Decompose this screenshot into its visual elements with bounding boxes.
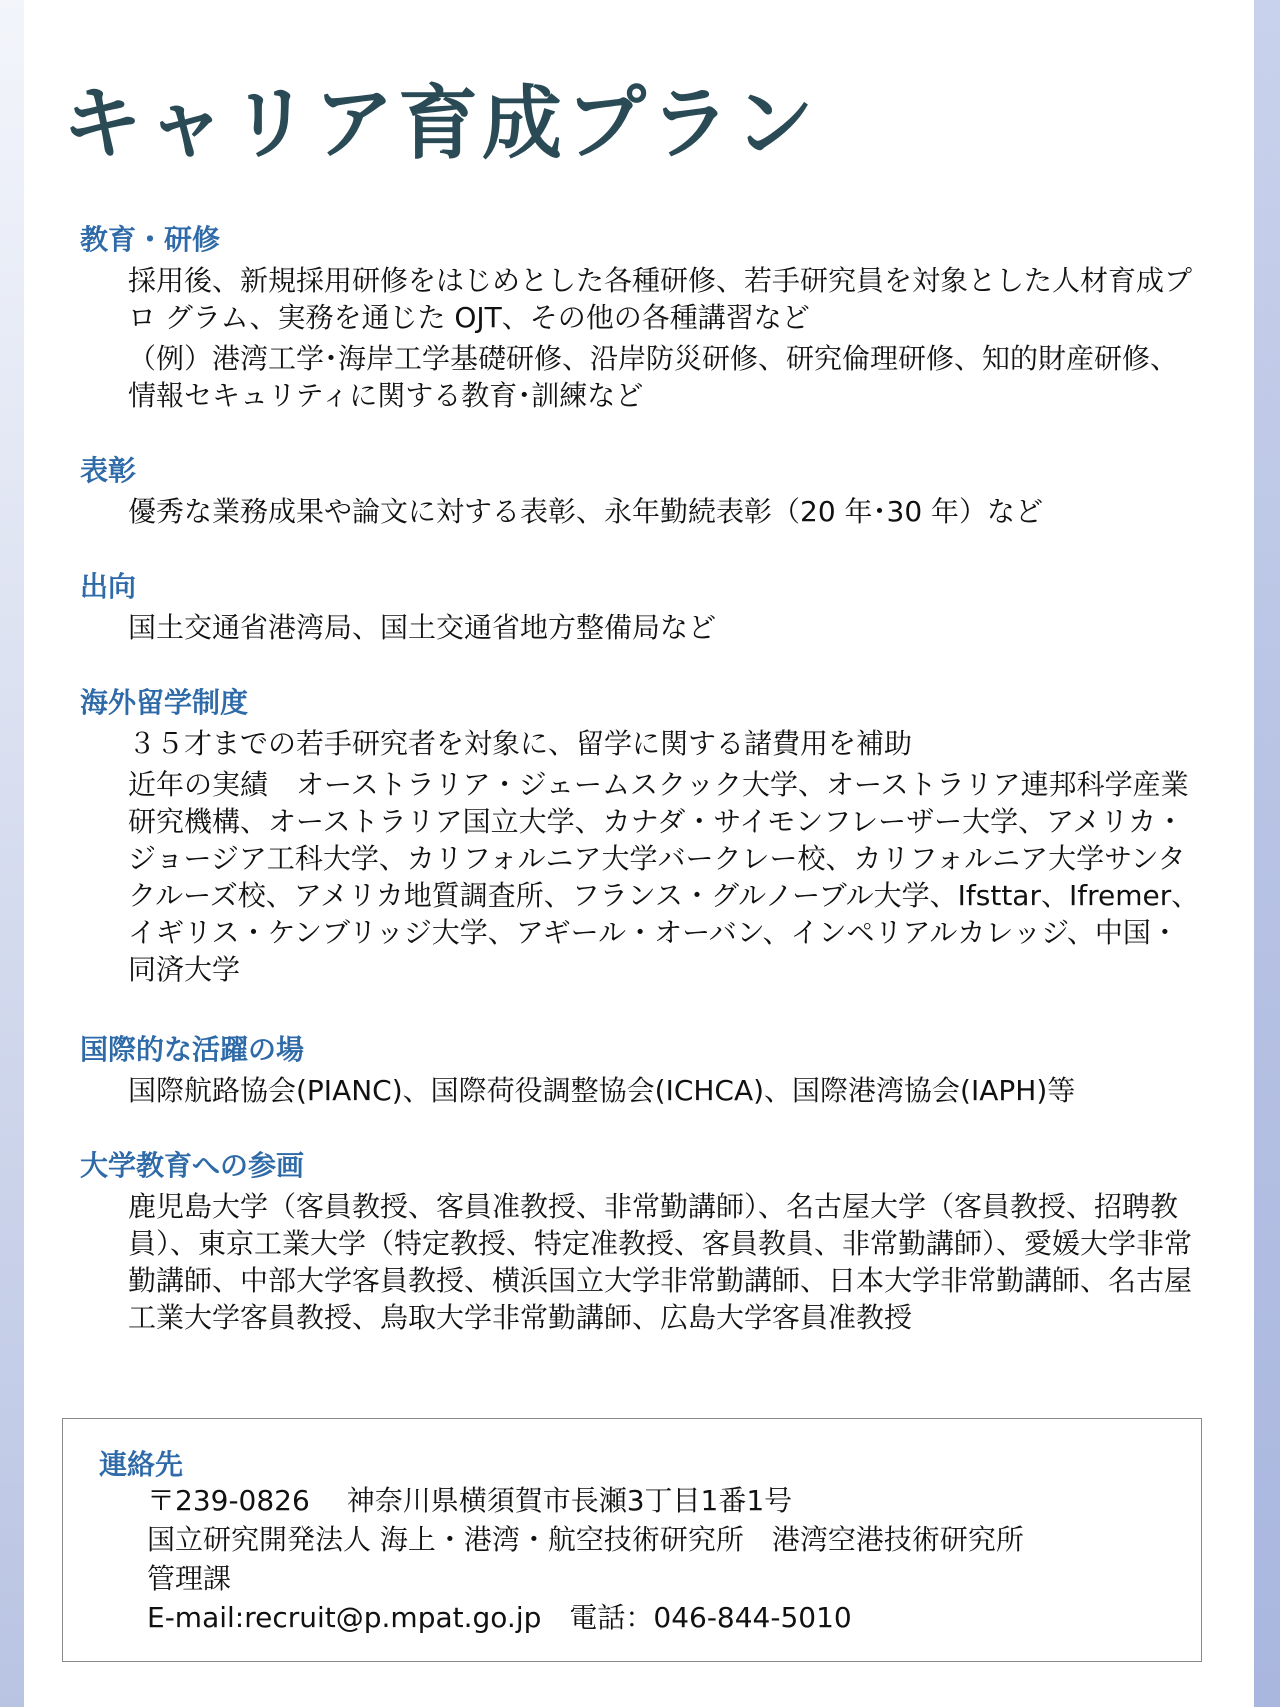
section-heading: 大学教育への参画 [80,1149,305,1182]
section-secondment [80,569,1200,650]
right-edge-gradient [1254,0,1280,1707]
section-body [80,262,1200,414]
section-heading: 国際的な活躍の場 [80,1033,305,1066]
section-international-activities [80,1032,1200,1113]
paragraph: 優秀な業務成果や論文に対する表彰、永年勤続表彰（20 年･30 年）など [128,495,1044,528]
section-overseas-study [80,685,1200,992]
paragraph: 国際航路協会(PIANC)、国際荷役調整協会(ICHCA)、国際港湾協会(IAPH)等 [128,1074,1076,1107]
left-edge-gradient [0,0,24,1707]
section-body [80,609,1200,646]
paragraph: （例）港湾工学･海岸工学基礎研修、沿岸防災研修、研究倫理研修、知的財産研修、情報セキュリティに関する教育･訓練など [128,342,1179,412]
contact-email-phone: E-mail:recruit@p.mpat.go.jp 電話：046-844-5010 [147,1601,852,1634]
section-heading: 表彰 [80,454,137,487]
paragraph: 近年の実績 オーストラリア・ジェームスクック大学、オーストラリア連邦科学産業研究機構、オーストラリア国立大学、カナダ・サイモンフレーザー大学、アメリカ・ジョージア工科大学、カリフォルニア大学バークレー校、カリフォルニア大学サンタクルーズ校、アメリカ地質調査所、フランス・グルノーブル大学、Ifsttar、Ifremer、イギリス・ケンブリッジ大学、アギール・オーバン、インペリアルカレッジ、中国・同済大学 [128,768,1200,986]
contact-heading: 連絡先 [99,1448,184,1481]
contact-organization: 国立研究開発法人 海上・港湾・航空技術研究所 港湾空港技術研究所 [147,1523,1024,1556]
section-body [80,493,1200,530]
section-education-training [80,222,1200,418]
paragraph: ３５才までの若手研究者を対象に、留学に関する諸費用を補助 [128,727,913,760]
paragraph: 鹿児島大学（客員教授、客員准教授、非常勤講師）、名古屋大学（客員教授、招聘教員）、東京工業大学（特定教授、特定准教授、客員教員、非常勤講師）、愛媛大学非常勤講師、中部大学客員教授、横浜国立大学非常勤講師、日本大学非常勤講師、名古屋工業大学客員教授、鳥取大学非常勤講師、広島大学客員准教授 [128,1190,1193,1334]
page-title: キャリア育成プラン [62,77,818,170]
section-heading: 出向 [80,570,137,603]
section-awards [80,453,1200,534]
section-body [80,725,1200,988]
contact-department: 管理課 [147,1562,232,1595]
contact-details [147,1481,1187,1637]
contact-box [62,1418,1202,1662]
section-university-education [80,1148,1200,1340]
section-heading: 海外留学制度 [80,686,249,719]
section-body [80,1188,1200,1336]
section-heading: 教育・研修 [80,223,221,256]
paragraph: 採用後、新規採用研修をはじめとした各種研修、若手研究員を対象とした人材育成プロ グラム、実務を通じた OJT、その他の各種講習など [128,264,1193,334]
paragraph: 国土交通省港湾局、国土交通省地方整備局など [128,611,717,644]
section-body [80,1072,1200,1109]
contact-address: 〒239-0826 神奈川県横須賀市長瀬3丁目1番1号 [147,1484,793,1517]
